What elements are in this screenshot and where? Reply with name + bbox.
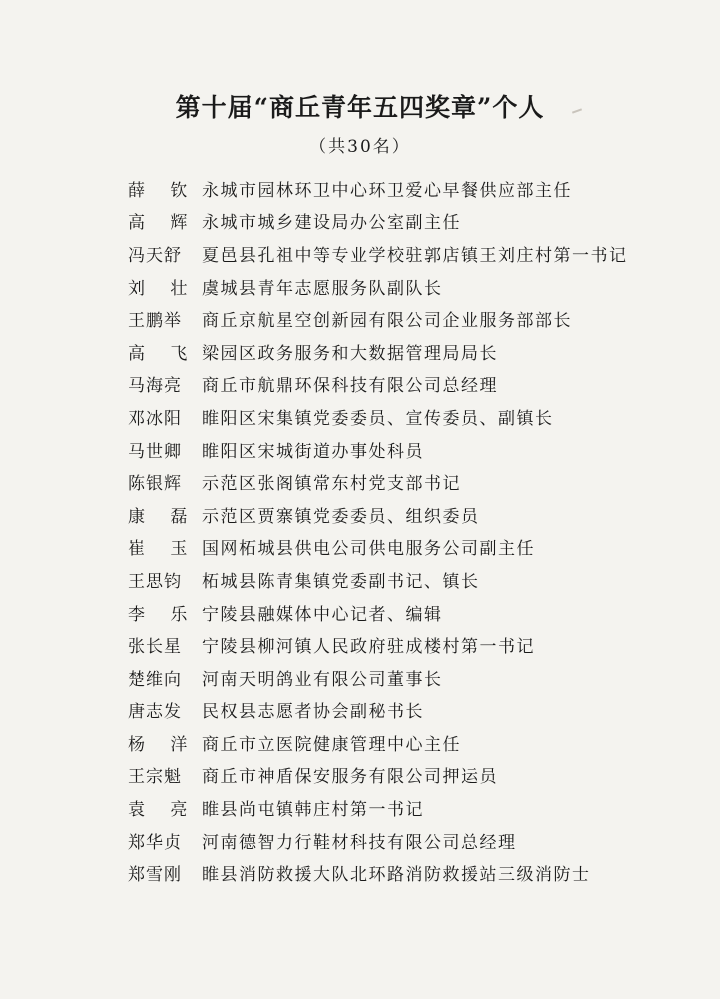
honoree-role: 商丘市神盾保安服务有限公司押运员 bbox=[202, 767, 498, 788]
list-item bbox=[128, 628, 628, 661]
honoree-name: 王宗魁 bbox=[128, 767, 182, 788]
honoree-name: 楚维向 bbox=[128, 669, 182, 690]
honoree-name: 康 磊 bbox=[128, 506, 189, 527]
honoree-name: 袁 亮 bbox=[128, 800, 189, 821]
honoree-role: 宁陵县柳河镇人民政府驻成楼村第一书记 bbox=[202, 637, 535, 658]
honoree-name: 王思钧 bbox=[128, 571, 182, 592]
list-item bbox=[128, 368, 628, 401]
honoree-role: 河南德智力行鞋材科技有限公司总经理 bbox=[202, 832, 517, 853]
list-item bbox=[128, 335, 628, 368]
list-item bbox=[128, 400, 628, 433]
list-item bbox=[128, 433, 628, 466]
list-item bbox=[128, 596, 628, 629]
honoree-role: 柘城县陈青集镇党委副书记、镇长 bbox=[202, 571, 480, 592]
honoree-role: 民权县志愿者协会副秘书长 bbox=[202, 702, 424, 723]
honoree-name: 郑雪刚 bbox=[128, 865, 182, 886]
list-item bbox=[128, 759, 628, 792]
honoree-role: 睢县消防救援大队北环路消防救援站三级消防士 bbox=[202, 865, 591, 886]
list-item bbox=[128, 563, 628, 596]
document-subtitle: （共30名） bbox=[309, 137, 411, 157]
honoree-role: 睢阳区宋城街道办事处科员 bbox=[202, 441, 424, 462]
list-item bbox=[128, 205, 628, 238]
list-item bbox=[128, 531, 628, 564]
document-title: 第十届“商丘青年五四奖章”个人 bbox=[175, 93, 545, 122]
list-item bbox=[128, 791, 628, 824]
honoree-role: 虞城县青年志愿服务队副队长 bbox=[202, 278, 443, 299]
honoree-name: 王鹏举 bbox=[128, 311, 182, 332]
list-item bbox=[128, 237, 628, 270]
honoree-name: 薛 钦 bbox=[128, 180, 189, 201]
honoree-name: 马世卿 bbox=[128, 441, 182, 462]
list-item bbox=[128, 661, 628, 694]
honoree-name: 郑华贞 bbox=[128, 832, 182, 853]
honoree-name: 马海亮 bbox=[128, 376, 182, 397]
list-item bbox=[128, 856, 628, 889]
honoree-role: 示范区贾寨镇党委委员、组织委员 bbox=[202, 506, 480, 527]
list-item bbox=[128, 302, 628, 335]
honoree-name: 张长星 bbox=[128, 637, 182, 658]
honoree-name: 陈银辉 bbox=[128, 474, 182, 495]
list-item bbox=[128, 694, 628, 727]
list-item bbox=[128, 726, 628, 759]
list-item bbox=[128, 498, 628, 531]
honoree-role: 梁园区政务服务和大数据管理局局长 bbox=[202, 343, 498, 364]
honoree-role: 睢县尚屯镇韩庄村第一书记 bbox=[202, 800, 424, 821]
honoree-role: 商丘京航星空创新园有限公司企业服务部部长 bbox=[202, 311, 572, 332]
honoree-role: 夏邑县孔祖中等专业学校驻郭店镇王刘庄村第一书记 bbox=[202, 245, 628, 266]
honoree-name: 高 飞 bbox=[128, 343, 189, 364]
honoree-role: 国网柘城县供电公司供电服务公司副主任 bbox=[202, 539, 535, 560]
honoree-name: 冯天舒 bbox=[128, 245, 182, 266]
honoree-role: 商丘市航鼎环保科技有限公司总经理 bbox=[202, 376, 498, 397]
honoree-name: 刘 壮 bbox=[128, 278, 189, 299]
honoree-name: 杨 洋 bbox=[128, 734, 189, 755]
honoree-name: 高 辉 bbox=[128, 213, 189, 234]
honoree-role: 宁陵县融媒体中心记者、编辑 bbox=[202, 604, 443, 625]
honoree-name: 李 乐 bbox=[128, 604, 189, 625]
list-item bbox=[128, 172, 628, 205]
honoree-role: 示范区张阁镇常东村党支部书记 bbox=[202, 474, 461, 495]
honoree-role: 永城市园林环卫中心环卫爱心早餐供应部主任 bbox=[202, 180, 572, 201]
honoree-name: 唐志发 bbox=[128, 702, 182, 723]
honoree-role: 永城市城乡建设局办公室副主任 bbox=[202, 213, 461, 234]
honoree-list bbox=[128, 172, 628, 889]
honoree-role: 商丘市立医院健康管理中心主任 bbox=[202, 734, 461, 755]
list-item bbox=[128, 824, 628, 857]
list-item bbox=[128, 270, 628, 303]
honoree-role: 睢阳区宋集镇党委委员、宣传委员、副镇长 bbox=[202, 408, 554, 429]
honoree-name: 邓冰阳 bbox=[128, 408, 182, 429]
list-item bbox=[128, 465, 628, 498]
honoree-name: 崔 玉 bbox=[128, 539, 189, 560]
honoree-role: 河南天明鸽业有限公司董事长 bbox=[202, 669, 443, 690]
